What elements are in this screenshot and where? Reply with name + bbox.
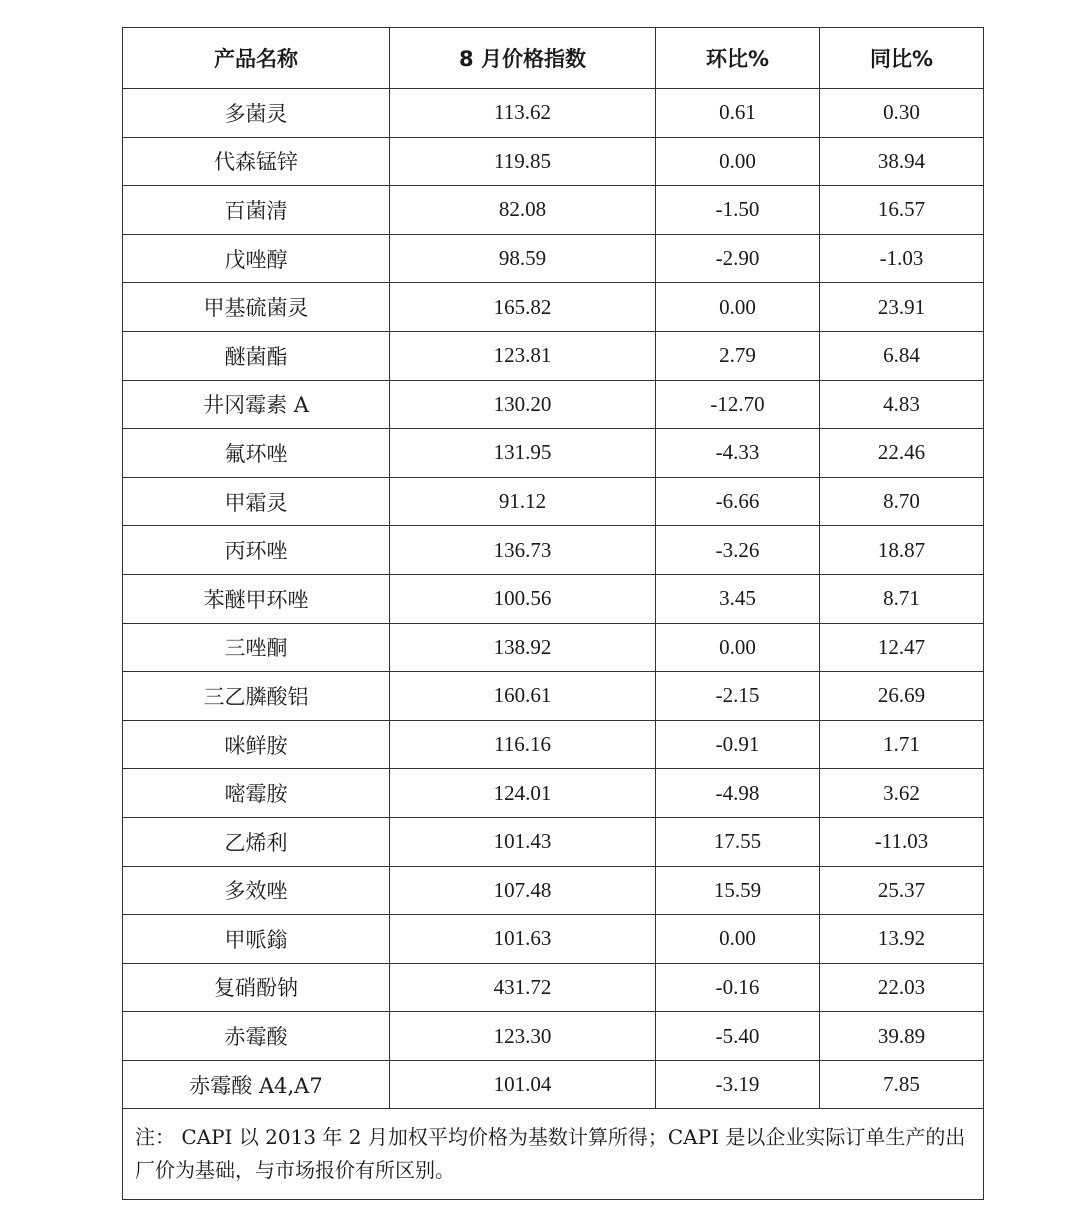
year-on-year-cell: 3.62 bbox=[820, 769, 984, 818]
product-name-cell: 三乙膦酸铝 bbox=[123, 672, 390, 721]
table-row bbox=[123, 186, 984, 235]
price-index-cell: 107.48 bbox=[390, 866, 656, 915]
year-on-year-cell: 38.94 bbox=[820, 137, 984, 186]
month-on-month-cell: -1.50 bbox=[656, 186, 820, 235]
product-name-cell: 代森锰锌 bbox=[123, 137, 390, 186]
year-on-year-cell: 1.71 bbox=[820, 720, 984, 769]
month-on-month-cell: 2.79 bbox=[656, 331, 820, 380]
price-index-cell: 136.73 bbox=[390, 526, 656, 575]
table-row bbox=[123, 380, 984, 429]
product-name-cell: 氟环唑 bbox=[123, 429, 390, 478]
price-index-cell: 91.12 bbox=[390, 477, 656, 526]
table-row bbox=[123, 866, 984, 915]
month-on-month-cell: 0.00 bbox=[656, 915, 820, 964]
header-product-name: 产品名称 bbox=[123, 28, 390, 89]
month-on-month-cell: -5.40 bbox=[656, 1012, 820, 1061]
year-on-year-cell: 18.87 bbox=[820, 526, 984, 575]
price-index-cell: 101.43 bbox=[390, 817, 656, 866]
product-name-cell: 丙环唑 bbox=[123, 526, 390, 575]
table-row bbox=[123, 429, 984, 478]
price-index-cell: 165.82 bbox=[390, 283, 656, 332]
table-row bbox=[123, 915, 984, 964]
year-on-year-cell: 26.69 bbox=[820, 672, 984, 721]
price-index-cell: 119.85 bbox=[390, 137, 656, 186]
table-row bbox=[123, 817, 984, 866]
price-index-cell: 160.61 bbox=[390, 672, 656, 721]
table-row bbox=[123, 1012, 984, 1061]
header-august-price-index: 8 月价格指数 bbox=[390, 28, 656, 89]
table-row bbox=[123, 331, 984, 380]
product-name-cell: 复硝酚钠 bbox=[123, 963, 390, 1012]
month-on-month-cell: -3.19 bbox=[656, 1060, 820, 1109]
product-name-cell: 赤霉酸 A4,A7 bbox=[123, 1060, 390, 1109]
product-name-cell: 赤霉酸 bbox=[123, 1012, 390, 1061]
table-row bbox=[123, 963, 984, 1012]
table-row bbox=[123, 283, 984, 332]
month-on-month-cell: -0.16 bbox=[656, 963, 820, 1012]
product-name-cell: 三唑酮 bbox=[123, 623, 390, 672]
product-name-cell: 多效唑 bbox=[123, 866, 390, 915]
month-on-month-cell: 0.61 bbox=[656, 89, 820, 138]
product-name-cell: 嘧霉胺 bbox=[123, 769, 390, 818]
year-on-year-cell: 13.92 bbox=[820, 915, 984, 964]
year-on-year-cell: 4.83 bbox=[820, 380, 984, 429]
product-name-cell: 甲哌鎓 bbox=[123, 915, 390, 964]
year-on-year-cell: -1.03 bbox=[820, 234, 984, 283]
year-on-year-cell: 6.84 bbox=[820, 331, 984, 380]
table-row bbox=[123, 526, 984, 575]
price-index-table-container bbox=[122, 27, 983, 1200]
table-row bbox=[123, 574, 984, 623]
price-index-cell: 101.04 bbox=[390, 1060, 656, 1109]
price-index-cell: 113.62 bbox=[390, 89, 656, 138]
year-on-year-cell: 22.03 bbox=[820, 963, 984, 1012]
year-on-year-cell: 23.91 bbox=[820, 283, 984, 332]
month-on-month-cell: -12.70 bbox=[656, 380, 820, 429]
year-on-year-cell: 16.57 bbox=[820, 186, 984, 235]
product-name-cell: 戊唑醇 bbox=[123, 234, 390, 283]
table-row bbox=[123, 769, 984, 818]
table-row bbox=[123, 137, 984, 186]
product-name-cell: 咪鲜胺 bbox=[123, 720, 390, 769]
price-index-cell: 123.81 bbox=[390, 331, 656, 380]
price-index-cell: 101.63 bbox=[390, 915, 656, 964]
table-row bbox=[123, 234, 984, 283]
price-index-cell: 82.08 bbox=[390, 186, 656, 235]
year-on-year-cell: 8.71 bbox=[820, 574, 984, 623]
month-on-month-cell: -3.26 bbox=[656, 526, 820, 575]
year-on-year-cell: 22.46 bbox=[820, 429, 984, 478]
month-on-month-cell: -4.98 bbox=[656, 769, 820, 818]
price-index-cell: 131.95 bbox=[390, 429, 656, 478]
table-note: 注： CAPI 以 2013 年 2 月加权平均价格为基数计算所得；CAPI 是以企业实际订单生产的出厂价为基础，与市场报价有所区别。 bbox=[123, 1109, 984, 1200]
product-name-cell: 苯醚甲环唑 bbox=[123, 574, 390, 623]
price-index-cell: 431.72 bbox=[390, 963, 656, 1012]
month-on-month-cell: -4.33 bbox=[656, 429, 820, 478]
month-on-month-cell: -2.90 bbox=[656, 234, 820, 283]
table-row bbox=[123, 477, 984, 526]
header-month-on-month: 环比% bbox=[656, 28, 820, 89]
month-on-month-cell: -2.15 bbox=[656, 672, 820, 721]
table-row bbox=[123, 720, 984, 769]
table-body bbox=[123, 89, 984, 1109]
year-on-year-cell: 25.37 bbox=[820, 866, 984, 915]
price-index-cell: 124.01 bbox=[390, 769, 656, 818]
table-row bbox=[123, 672, 984, 721]
month-on-month-cell: -6.66 bbox=[656, 477, 820, 526]
price-index-cell: 100.56 bbox=[390, 574, 656, 623]
year-on-year-cell: 12.47 bbox=[820, 623, 984, 672]
product-name-cell: 多菌灵 bbox=[123, 89, 390, 138]
price-index-cell: 98.59 bbox=[390, 234, 656, 283]
product-name-cell: 醚菌酯 bbox=[123, 331, 390, 380]
year-on-year-cell: -11.03 bbox=[820, 817, 984, 866]
price-index-cell: 123.30 bbox=[390, 1012, 656, 1061]
product-name-cell: 甲霜灵 bbox=[123, 477, 390, 526]
year-on-year-cell: 0.30 bbox=[820, 89, 984, 138]
year-on-year-cell: 39.89 bbox=[820, 1012, 984, 1061]
month-on-month-cell: 15.59 bbox=[656, 866, 820, 915]
month-on-month-cell: 0.00 bbox=[656, 283, 820, 332]
price-index-cell: 130.20 bbox=[390, 380, 656, 429]
product-name-cell: 乙烯利 bbox=[123, 817, 390, 866]
product-name-cell: 井冈霉素 A bbox=[123, 380, 390, 429]
header-year-on-year: 同比% bbox=[820, 28, 984, 89]
price-index-cell: 116.16 bbox=[390, 720, 656, 769]
month-on-month-cell: 0.00 bbox=[656, 623, 820, 672]
product-name-cell: 甲基硫菌灵 bbox=[123, 283, 390, 332]
table-row bbox=[123, 89, 984, 138]
year-on-year-cell: 7.85 bbox=[820, 1060, 984, 1109]
table-row bbox=[123, 1060, 984, 1109]
month-on-month-cell: 0.00 bbox=[656, 137, 820, 186]
month-on-month-cell: 3.45 bbox=[656, 574, 820, 623]
month-on-month-cell: 17.55 bbox=[656, 817, 820, 866]
price-index-cell: 138.92 bbox=[390, 623, 656, 672]
product-name-cell: 百菌清 bbox=[123, 186, 390, 235]
table-row bbox=[123, 623, 984, 672]
price-index-table bbox=[122, 27, 984, 1200]
month-on-month-cell: -0.91 bbox=[656, 720, 820, 769]
year-on-year-cell: 8.70 bbox=[820, 477, 984, 526]
note-row bbox=[123, 1109, 984, 1200]
table-header-row bbox=[123, 28, 984, 89]
